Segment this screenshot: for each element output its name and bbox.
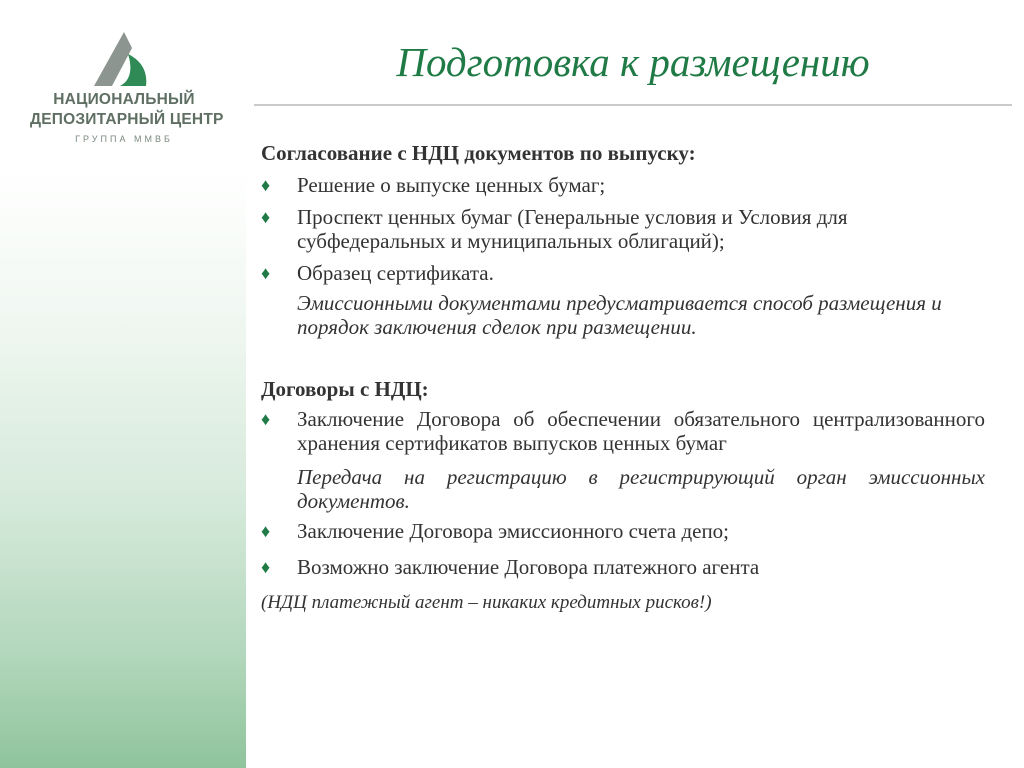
bullet-text: Возможно заключение Договора платежного агента (297, 555, 760, 579)
section1-bullet-2 (261, 205, 985, 253)
section1-bullet-3 (261, 261, 985, 285)
logo-text-line1: НАЦИОНАЛЬНЫЙ (53, 91, 195, 108)
bullet-text: Заключение Договора эмиссионного счета депо; (297, 519, 730, 543)
footer-note: (НДЦ платежный агент – никаких кредитных рисков!) (261, 592, 712, 613)
bullet-text: Решение о выпуске ценных бумаг; (297, 173, 606, 197)
title-divider (254, 104, 1012, 106)
section2-bullet-3 (261, 555, 985, 579)
bullet-text: Проспект ценных бумаг (Генеральные условия и Условия для субфедеральных и муниципальных облигаций); (297, 205, 848, 253)
bullet-text: Образец сертификата. (297, 261, 494, 285)
section1-note: Эмиссионными документами предусматривается способ размещения и порядок заключения сделок при размещении. (297, 291, 942, 339)
sidebar-panel (0, 0, 246, 768)
diamond-bullet-icon: ♦ (261, 557, 271, 577)
logo-group-text: ГРУППА ММВБ (75, 134, 173, 144)
section1-bullet-1 (261, 173, 985, 197)
diamond-bullet-icon: ♦ (261, 263, 271, 283)
diamond-bullet-icon: ♦ (261, 409, 271, 429)
logo (30, 30, 224, 150)
diamond-bullet-icon: ♦ (261, 521, 271, 541)
section2-heading: Договоры с НДЦ: (261, 377, 429, 401)
section1-heading: Согласование с НДЦ документов по выпуску: (261, 141, 696, 165)
section2-bullet-1 (261, 407, 985, 455)
logo-mark-icon (90, 30, 160, 88)
bullet-text: Заключение Договора об обеспечении обязательного централизованного хранения сертификатов выпусков ценных бумаг (297, 407, 985, 455)
diamond-bullet-icon: ♦ (261, 175, 271, 195)
section2-bullet-2 (261, 519, 985, 543)
section2-note: Передача на регистрацию в регистрирующий орган эмиссионных документов. (297, 465, 985, 513)
slide-content (261, 141, 985, 615)
slide-title: Подготовка к размещению (396, 39, 870, 85)
diamond-bullet-icon: ♦ (261, 207, 271, 227)
logo-text-line2: ДЕПОЗИТАРНЫЙ ЦЕНТР (30, 111, 224, 128)
